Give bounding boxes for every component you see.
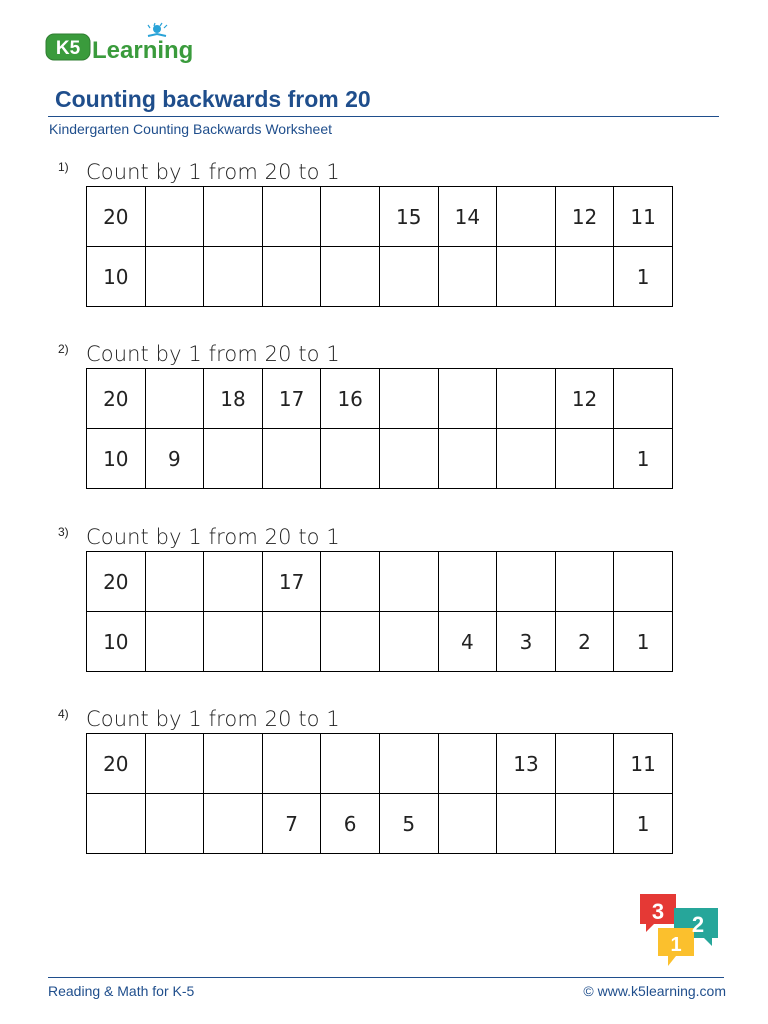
grid-cell[interactable] — [262, 187, 321, 247]
problem-prompt: Count by 1 from 20 to 1 — [86, 342, 340, 366]
problem-number: 3) — [58, 525, 69, 539]
grid-cell: 4 — [438, 612, 497, 672]
grid-cell[interactable] — [145, 794, 204, 854]
grid-cell: 5 — [379, 794, 438, 854]
grid-cell[interactable] — [204, 247, 263, 307]
grid-cell[interactable] — [321, 247, 380, 307]
grid-cell[interactable] — [555, 552, 614, 612]
grid-cell[interactable] — [262, 612, 321, 672]
number-bubbles-icon — [636, 890, 722, 968]
grid-cell[interactable] — [438, 429, 497, 489]
grid-cell[interactable] — [262, 429, 321, 489]
grid-cell: 12 — [555, 369, 614, 429]
grid-cell[interactable] — [204, 429, 263, 489]
grid-cell[interactable] — [145, 552, 204, 612]
grid-cell[interactable] — [204, 187, 263, 247]
grid-cell: 12 — [555, 187, 614, 247]
problem-number: 4) — [58, 707, 69, 721]
grid-cell: 15 — [379, 187, 438, 247]
grid-row — [87, 552, 673, 612]
grid-cell[interactable] — [497, 429, 556, 489]
grid-cell[interactable] — [204, 552, 263, 612]
grid-cell: 2 — [555, 612, 614, 672]
grid-cell[interactable] — [262, 734, 321, 794]
k5-learning-logo — [44, 22, 204, 68]
grid-cell: 17 — [262, 552, 321, 612]
grid-cell[interactable] — [497, 187, 556, 247]
footer-tagline: Reading & Math for K-5 — [48, 983, 195, 999]
grid-cell[interactable] — [204, 794, 263, 854]
grid-cell[interactable] — [379, 369, 438, 429]
grid-cell[interactable] — [438, 794, 497, 854]
grid-cell: 1 — [614, 794, 673, 854]
badge-digit-2: 2 — [691, 912, 705, 937]
grid-cell[interactable] — [379, 552, 438, 612]
grid-row — [87, 794, 673, 854]
grid-cell[interactable] — [438, 552, 497, 612]
page-subtitle: Kindergarten Counting Backwards Worksheet — [49, 121, 333, 137]
grid-cell: 9 — [145, 429, 204, 489]
grid-cell: 17 — [262, 369, 321, 429]
problem-prompt: Count by 1 from 20 to 1 — [86, 525, 340, 549]
grid-cell[interactable] — [497, 369, 556, 429]
grid-cell: 11 — [614, 187, 673, 247]
grid-row — [87, 734, 673, 794]
svg-text:K5: K5 — [55, 38, 81, 59]
svg-text:Learning: Learning — [92, 37, 194, 64]
grid-cell[interactable] — [379, 247, 438, 307]
number-grid — [86, 733, 673, 854]
grid-cell[interactable] — [555, 734, 614, 794]
problem-number: 2) — [58, 342, 69, 356]
grid-cell: 1 — [614, 247, 673, 307]
grid-cell: 11 — [614, 734, 673, 794]
grid-cell[interactable] — [555, 429, 614, 489]
badge-digit-3: 3 — [651, 899, 665, 924]
grid-row — [87, 612, 673, 672]
grid-cell: 20 — [87, 369, 146, 429]
problem-prompt: Count by 1 from 20 to 1 — [86, 160, 340, 184]
grid-cell: 20 — [87, 734, 146, 794]
grid-cell[interactable] — [145, 187, 204, 247]
grid-cell[interactable] — [379, 429, 438, 489]
grid-cell[interactable] — [262, 247, 321, 307]
number-grid — [86, 551, 673, 672]
problem-2 — [0, 342, 768, 502]
page-title: Counting backwards from 20 — [55, 86, 371, 112]
number-grid — [86, 368, 673, 489]
problem-number: 1) — [58, 160, 69, 174]
grid-cell[interactable] — [438, 247, 497, 307]
grid-row — [87, 247, 673, 307]
grid-cell[interactable] — [145, 247, 204, 307]
problem-prompt: Count by 1 from 20 to 1 — [86, 707, 340, 731]
title-divider — [48, 116, 719, 117]
grid-cell: 18 — [204, 369, 263, 429]
grid-cell: 1 — [614, 612, 673, 672]
grid-cell[interactable] — [555, 247, 614, 307]
grid-cell[interactable] — [497, 552, 556, 612]
grid-cell[interactable] — [497, 247, 556, 307]
grid-cell[interactable] — [614, 369, 673, 429]
grid-cell[interactable] — [204, 612, 263, 672]
grid-cell[interactable] — [497, 794, 556, 854]
grid-cell[interactable] — [321, 429, 380, 489]
grid-cell[interactable] — [321, 612, 380, 672]
problem-4 — [0, 707, 768, 867]
grid-cell: 10 — [87, 429, 146, 489]
grid-cell[interactable] — [145, 369, 204, 429]
grid-cell[interactable] — [555, 794, 614, 854]
problem-3 — [0, 525, 768, 685]
grid-cell[interactable] — [204, 734, 263, 794]
grid-cell: 14 — [438, 187, 497, 247]
grid-cell[interactable] — [321, 552, 380, 612]
grid-cell[interactable] — [321, 187, 380, 247]
grid-row — [87, 187, 673, 247]
grid-cell: 10 — [87, 612, 146, 672]
badge-digit-1: 1 — [670, 934, 682, 956]
grid-cell: 20 — [87, 552, 146, 612]
number-grid — [86, 186, 673, 307]
grid-cell: 20 — [87, 187, 146, 247]
grid-cell: 3 — [497, 612, 556, 672]
grid-row — [87, 429, 673, 489]
grid-cell: 13 — [497, 734, 556, 794]
grid-cell: 10 — [87, 247, 146, 307]
grid-cell[interactable] — [321, 734, 380, 794]
grid-cell: 7 — [262, 794, 321, 854]
grid-cell[interactable] — [438, 734, 497, 794]
grid-cell[interactable] — [145, 612, 204, 672]
grid-cell[interactable] — [145, 734, 204, 794]
grid-cell: 1 — [614, 429, 673, 489]
grid-cell[interactable] — [614, 552, 673, 612]
footer-website: © www.k5learning.com — [583, 983, 726, 999]
grid-row — [87, 369, 673, 429]
footer-divider — [48, 977, 724, 978]
grid-cell: 16 — [321, 369, 380, 429]
grid-cell[interactable] — [438, 369, 497, 429]
grid-cell[interactable] — [379, 612, 438, 672]
grid-cell[interactable] — [87, 794, 146, 854]
grid-cell[interactable] — [379, 734, 438, 794]
problem-1 — [0, 160, 768, 320]
grid-cell: 6 — [321, 794, 380, 854]
